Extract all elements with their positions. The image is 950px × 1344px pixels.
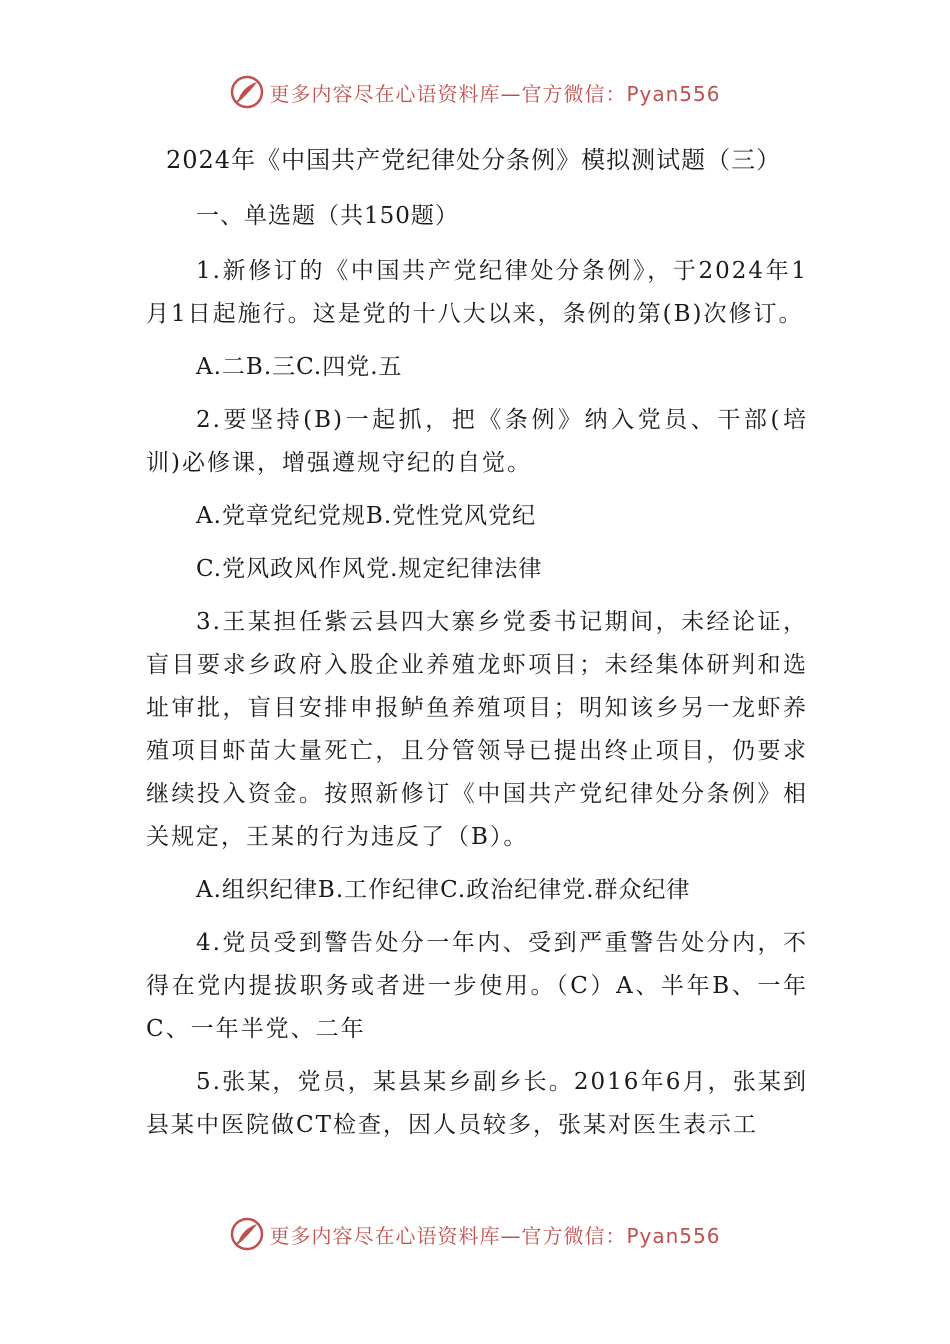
question-3-options: A.组织纪律B.工作纪律C.政治纪律党.群众纪律 bbox=[196, 877, 691, 903]
logo-icon bbox=[229, 74, 265, 110]
document-title: 2024年《中国共产党纪律处分条例》模拟测试题（三） bbox=[166, 146, 782, 174]
logo-icon bbox=[229, 1216, 265, 1252]
question-4: 4.党员受到警告处分一年内、受到严重警告处分内，不得在党内提拔职务或者进一步使用。（C）A、半年B、一年C、一年半党、二年 bbox=[146, 930, 808, 1042]
header-banner-text: 更多内容尽在心语资料库—官方微信：Pyan556 bbox=[269, 81, 721, 106]
footer-banner-text: 更多内容尽在心语资料库—官方微信：Pyan556 bbox=[269, 1223, 721, 1248]
question-2-options-line-1: A.党章党纪党规B.党性党风党纪 bbox=[196, 503, 537, 529]
question-2: 2.要坚持(B)一起抓，把《条例》纳入党员、干部(培训)必修课，增强遵规守纪的自觉。 bbox=[146, 407, 808, 476]
document-body bbox=[146, 140, 808, 1157]
question-1-options: A.二B.三C.四党.五 bbox=[196, 354, 403, 380]
question-5: 5.张某，党员，某县某乡副乡长。2016年6月，张某到县某中医院做CT检查，因人员较多，张某对医生表示工 bbox=[146, 1069, 808, 1138]
header-banner bbox=[0, 70, 950, 114]
question-2-options-line-2: C.党风政风作风党.规定纪律法律 bbox=[196, 556, 543, 582]
question-3: 3.王某担任紫云县四大寨乡党委书记期间，未经论证，盲目要求乡政府入股企业养殖龙虾项目；未经集体研判和选址审批，盲目安排申报鲈鱼养殖项目；明知该乡另一龙虾养殖项目虾苗大量死亡，且分管领导已提出终止项目，仍要求继续投入资金。按照新修订《中国共产党纪律处分条例》相关规定，王某的行为违反了（B）。 bbox=[146, 609, 808, 850]
footer-banner bbox=[0, 1212, 950, 1256]
question-1: 1.新修订的《中国共产党纪律处分条例》，于2024年1月1日起施行。这是党的十八大以来，条例的第(B)次修订。 bbox=[146, 258, 808, 327]
section-heading: 一、单选题（共150题） bbox=[196, 203, 459, 229]
